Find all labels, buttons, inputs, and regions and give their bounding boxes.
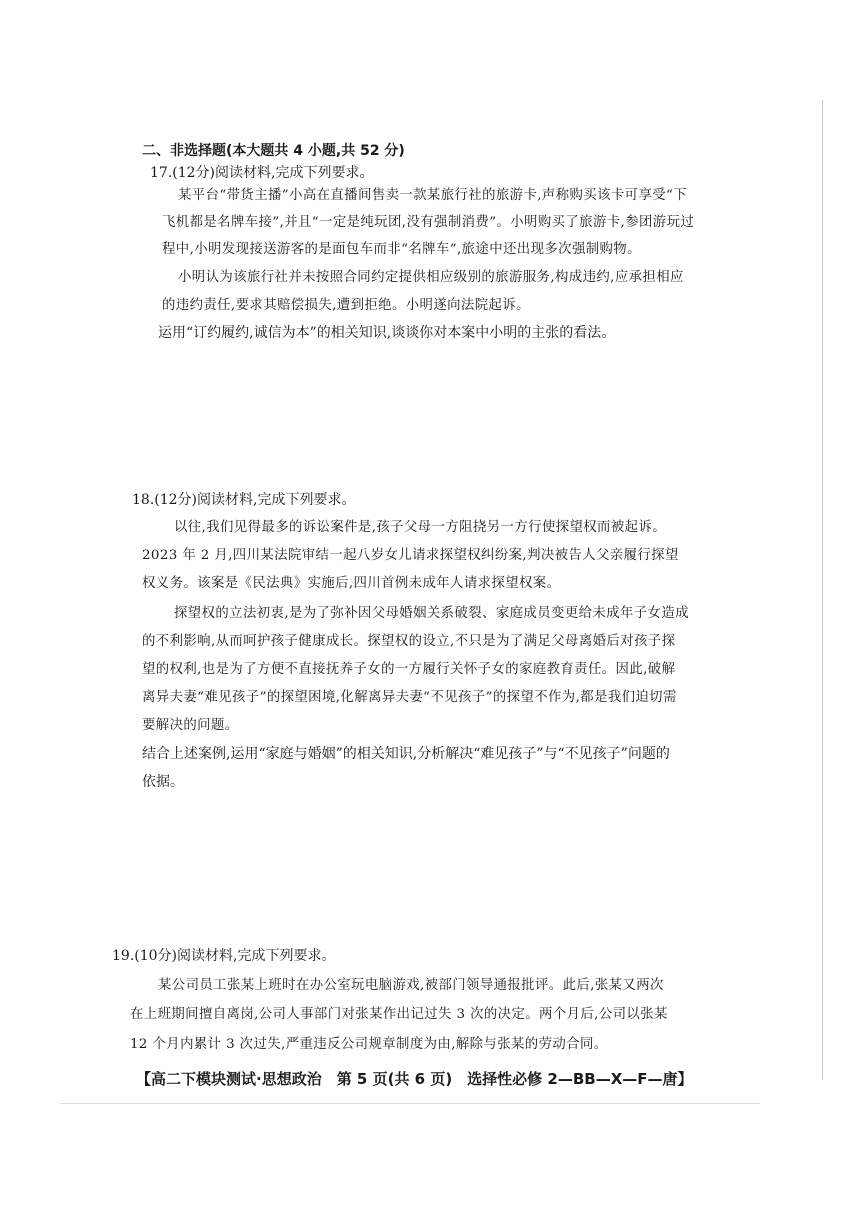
q18-material-line: 权义务。该案是《民法典》实施后,四川首例未成年人请求探望权案。 (142, 576, 561, 591)
q19-material-line: 某公司员工张某上班时在办公室玩电脑游戏,被部门领导通报批评。此后,张某又两次 (158, 978, 664, 993)
q18-material-line: 望的权利,也是为了方便不直接抚养子女的一方履行关怀子女的家庭教育责任。因此,破解 (142, 662, 676, 677)
section-header: 二、非选择题(本大题共 4 小题,共 52 分) (142, 143, 405, 159)
q17-question: 运用“订约履约,诚信为本”的相关知识,谈谈你对本案中小明的主张的看法。 (158, 325, 616, 341)
q18-material-line: 探望权的立法初衷,是为了弥补因父母婚姻关系破裂、家庭成员变更给未成年子女造成 (174, 606, 689, 621)
q18-material-line: 的不利影响,从而呵护孩子健康成长。探望权的设立,不只是为了满足父母离婚后对孩子探 (142, 634, 676, 649)
q17-material-line: 飞机都是名牌车接”,并且“一定是纯玩团,没有强制消费”。小明购买了旅游卡,参团游玩过 (162, 215, 695, 230)
q17-title: 17.(12分)阅读材料,完成下列要求。 (150, 165, 374, 181)
q17-material-line: 程中,小明发现接送游客的是面包车而非“名牌车”,旅途中还出现多次强制购物。 (162, 242, 641, 257)
q18-material-line: 要解决的问题。 (142, 718, 239, 733)
q18-material-line: 离异夫妻“难见孩子”的探望困境,化解离异夫妻“不见孩子”的探望不作为,都是我们迫切需 (142, 690, 677, 705)
page-footer: 【高二下模块测试·思想政治 第 5 页(共 6 页) 选择性必修 2—BB—X—F—唐】 (136, 1070, 693, 1088)
q17-material-line: 某平台“带货主播”小高在直播间售卖一款某旅行社的旅游卡,声称购买该卡可享受“下 (178, 188, 688, 203)
scan-bottom-line (60, 1103, 760, 1104)
q19-title: 19.(10分)阅读材料,完成下列要求。 (112, 948, 336, 964)
q17-material-line: 的违约责任,要求其赔偿损失,遭到拒绝。小明遂向法院起诉。 (162, 298, 530, 313)
q19-material-line: 在上班期间擅自离岗,公司人事部门对张某作出记过失 3 次的决定。两个月后,公司以张某 (130, 1007, 668, 1022)
q18-question: 依据。 (142, 774, 184, 790)
q17-material-line: 小明认为该旅行社并未按照合同约定提供相应级别的旅游服务,构成违约,应承担相应 (178, 270, 684, 285)
q19-material-line: 12 个月内累计 3 次过失,严重违反公司规章制度为由,解除与张某的劳动合同。 (130, 1037, 608, 1052)
q18-material-line: 2023 年 2 月,四川某法院审结一起八岁女儿请求探望权纠纷案,判决被告人父亲履行探望 (142, 548, 679, 563)
scan-edge-line (822, 100, 823, 1080)
q18-title: 18.(12分)阅读材料,完成下列要求。 (132, 492, 356, 508)
q18-material-line: 以往,我们见得最多的诉讼案件是,孩子父母一方阻挠另一方行使探望权而被起诉。 (174, 520, 666, 535)
q18-question: 结合上述案例,运用“家庭与婚姻”的相关知识,分析解决“难见孩子”与“不见孩子”问题的 (142, 746, 670, 762)
